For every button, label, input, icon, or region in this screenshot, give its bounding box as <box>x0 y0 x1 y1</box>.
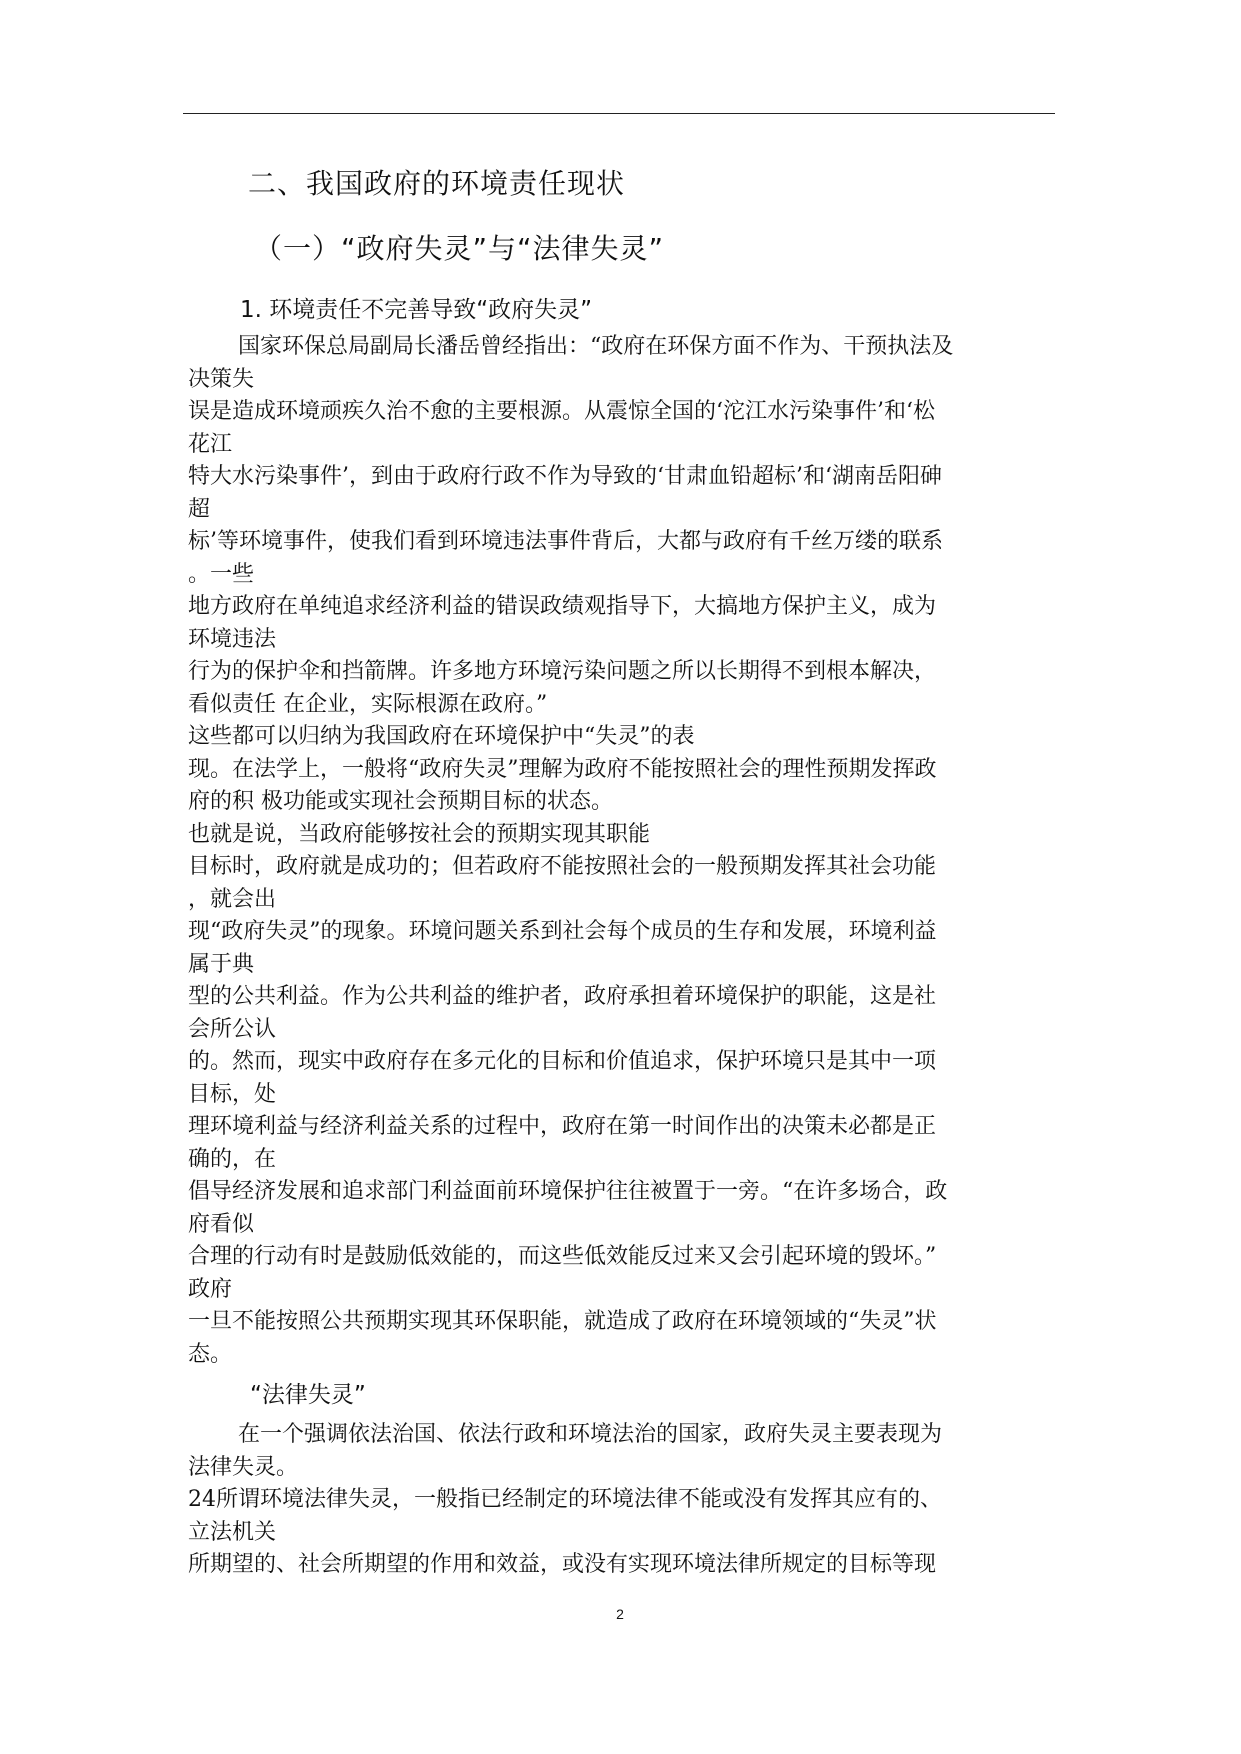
body-text <box>188 331 1068 1582</box>
text-line: 一旦不能按照公共预期实现其环保职能，就造成了政府在环境领域的“失灵”状 <box>188 1309 937 1334</box>
text-line: 。一些 <box>188 561 255 587</box>
text-line: 倡导经济发展和追求部门利益面前环境保护往往被置于一旁。“在许多场合，政 <box>188 1179 948 1204</box>
text-line: 地方政府在单纯追求经济利益的错误政绩观指导下，大搞地方保护主义，成为 <box>188 594 937 619</box>
text-line: 目标时，政府就是成功的；但若政府不能按照社会的一般预期发挥其社会功能 <box>188 854 937 879</box>
text-line: 合理的行动有时是鼓励低效能的，而这些低效能反过来又会引起环境的毁坏。” <box>188 1244 937 1269</box>
text-line: 行为的保护伞和挡箭牌。许多地方环境污染问题之所以长期得不到根本解决， <box>188 659 937 684</box>
header-rule <box>183 113 1055 114</box>
subsection-heading: （一）“政府失灵”与“法律失灵” <box>254 232 665 265</box>
text-line: 理环境利益与经济利益关系的过程中，政府在第一时间作出的决策未必都是正 <box>188 1114 937 1139</box>
text-line: 环境违法 <box>188 626 277 652</box>
text-line: 决策失 <box>188 366 255 392</box>
text-line: 特大水污染事件’，到由于政府行政不作为导致的‘甘肃血铅超标’和‘湖南岳阳砷 <box>188 464 942 489</box>
text-line: 型的公共利益。作为公共利益的维护者，政府承担着环境保护的职能，这是社 <box>188 984 937 1009</box>
text-line: 也就是说，当政府能够按社会的预期实现其职能 <box>188 821 651 847</box>
text-line: 政府 <box>188 1276 233 1302</box>
text-line: 府的积 极功能或实现社会预期目标的状态。 <box>188 789 613 814</box>
text-line: 属于典 <box>188 951 255 977</box>
text-line: 在一个强调依法治国、依法行政和环境法治的国家，政府失灵主要表现为 <box>238 1422 943 1447</box>
text-line: 误是造成环境顽疾久治不愈的主要根源。从震惊全国的‘沱江水污染事件’和‘松 <box>188 399 935 424</box>
text-line: 现“政府失灵”的现象。环境问题关系到社会每个成员的生存和发展，环境利益 <box>188 919 937 944</box>
section-heading: 二、我国政府的环境责任现状 <box>248 167 626 200</box>
text-line: 法律失灵。 <box>188 1454 299 1480</box>
text-line: 的。然而，现实中政府存在多元化的目标和价值追求，保护环境只是其中一项 <box>188 1049 937 1074</box>
text-line: 超 <box>188 496 211 522</box>
text-line: 所期望的、社会所期望的作用和效益，或没有实现环境法律所规定的目标等现 <box>188 1552 937 1577</box>
text-line: 24所谓环境法律失灵，一般指已经制定的环境法律不能或没有发挥其应有的、 <box>188 1487 942 1512</box>
item-heading: 1. 环境责任不完善导致“政府失灵” <box>240 297 593 323</box>
text-line: 看似责任 在企业，实际根源在政府。” <box>188 691 548 717</box>
text-line: 标’等环境事件，使我们看到环境违法事件背后，大都与政府有千丝万缕的联系 <box>188 529 943 554</box>
text-line: 确的，在 <box>188 1146 277 1172</box>
text-line: 国家环保总局副局长潘岳曾经指出：“政府在环保方面不作为、干预执法及 <box>238 334 954 359</box>
text-line: 现。在法学上，一般将“政府失灵”理解为政府不能按照社会的理性预期发挥政 <box>188 756 937 782</box>
text-line: 府看似 <box>188 1211 255 1237</box>
text-line: 花江 <box>188 431 233 457</box>
text-line: 立法机关 <box>188 1519 277 1545</box>
text-line: ，就会出 <box>188 886 277 912</box>
sub-heading: “法律失灵” <box>250 1382 366 1408</box>
text-line: 会所公认 <box>188 1016 277 1042</box>
text-line: 这些都可以归纳为我国政府在环境保护中“失灵”的表 <box>188 724 695 749</box>
text-line: 目标，处 <box>188 1081 277 1107</box>
page-number: 2 <box>616 1606 624 1622</box>
text-line: 态。 <box>188 1341 233 1367</box>
